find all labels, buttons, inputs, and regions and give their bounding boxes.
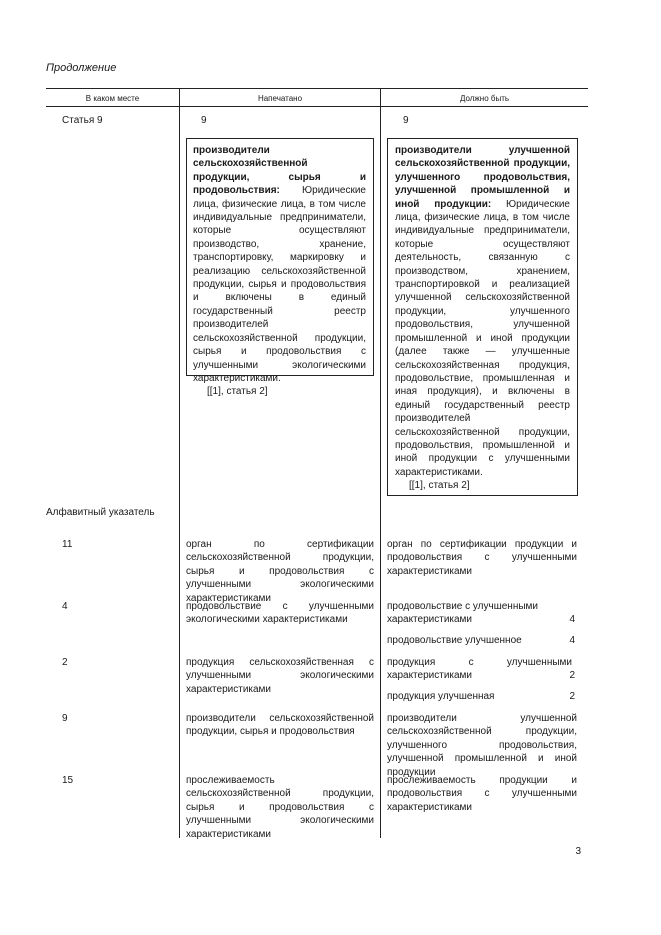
table-header-rule: [46, 106, 588, 107]
should-entry-text: продовольствие улучшенное: [387, 635, 522, 646]
index-number: 2: [62, 657, 68, 668]
index-number: 4: [62, 601, 68, 612]
printed-definition: [193, 144, 366, 385]
printed-term: производители сельскохозяйственной продукции, сырья и продовольствия:: [193, 145, 366, 197]
should-definition: [395, 144, 570, 479]
should-entry: [387, 690, 575, 703]
should-entry: производители улучшенной сельскохозяйственной продукции, улучшенного продовольствия, улучшенной промышленной и иной продукции: [387, 713, 577, 778]
should-entry-page: 4: [569, 635, 575, 646]
should-definition-box: [387, 138, 578, 496]
printed-number: 9: [201, 115, 207, 126]
printed-reference: [[1], статья 2]: [207, 386, 268, 398]
printed-entry: прослеживаемость сельскохозяйственной продукции, сырья и продовольствия с улучшенными экологическими характеристиками: [186, 775, 374, 840]
header-should-be: Должно быть: [459, 94, 510, 103]
should-entry-page: 4: [569, 614, 575, 626]
column-divider-2: [380, 88, 381, 838]
index-number: 15: [62, 775, 74, 786]
should-entry: [387, 656, 577, 683]
index-number: 11: [62, 539, 73, 550]
header-printed: Напечатано: [257, 94, 303, 103]
should-entry: [387, 600, 577, 627]
should-entry: прослеживаемость продукции и продовольствия с улучшенными характеристиками: [387, 775, 577, 813]
should-entry: [387, 634, 575, 647]
should-reference: [[1], статья 2]: [409, 480, 470, 492]
should-entry-text: продовольствие с улучшенными характеристиками: [387, 601, 539, 626]
article-label: Статья 9: [62, 115, 103, 126]
printed-entry: продовольствие с улучшенными экологическими характеристиками: [186, 601, 374, 626]
header-where: В каком месте: [85, 94, 140, 103]
printed-definition-text: Юридические лица, физические лица, в том числе индивидуальные предприниматели, которые осуществляют производство, хранение, транспортировку, маркировку и реализацию сельскохозяйственной продукции, сырья и продовольствия и включены в единый государственный реестр производителей сельскохозяйственной продукции, сырья и продовольствия с улучшенными экологическими характеристиками.: [193, 185, 366, 384]
table-top-rule: [46, 88, 588, 89]
should-entry-text: продукция с улучшенными характеристиками: [387, 657, 572, 682]
should-entry-page: 2: [569, 691, 575, 702]
should-term: производители улучшенной сельскохозяйственной продукции, улучшенного продовольствия, улучшенной промышленной и иной продукции:: [395, 145, 570, 210]
printed-entry: производители сельскохозяйственной продукции, сырья и продовольствия: [186, 713, 374, 738]
should-number: 9: [403, 115, 409, 126]
page-number: 3: [575, 846, 581, 857]
should-entry-page: 2: [569, 670, 575, 682]
index-number: 9: [62, 713, 68, 724]
printed-entry: орган по сертификации сельскохозяйственной продукции, сырья и продовольствия с улучшенными экологическими характеристиками: [186, 539, 374, 604]
printed-entry: продукция сельскохозяйственная с улучшенными экологическими характеристиками: [186, 657, 374, 695]
printed-definition-box: [186, 138, 374, 398]
index-label: Алфавитный указатель: [46, 507, 155, 518]
column-divider-1: [179, 88, 180, 838]
should-definition-text: Юридические лица, физические лица, в том числе индивидуальные предприниматели, которые осуществляют деятельность, связанную с производством, хранением, транспортировкой и реализацией улучшенной сельскохозяйственной продукции, улучшенного продовольствия, улучшенной промышленной и иной продукции (далее также — улучшенные сельскохозяйственная продукция, продовольствие, промышленная и иная продукция), и включены в единый государственный реестр производителей сельскохозяйственной продукции, продовольствия, промышленной и иной продукции с улучшенными характеристиками.: [395, 198, 570, 478]
continuation-label: Продолжение: [46, 62, 117, 74]
should-entry-text: продукция улучшенная: [387, 691, 495, 702]
should-entry: орган по сертификации продукции и продовольствия с улучшенными характеристиками: [387, 539, 577, 577]
